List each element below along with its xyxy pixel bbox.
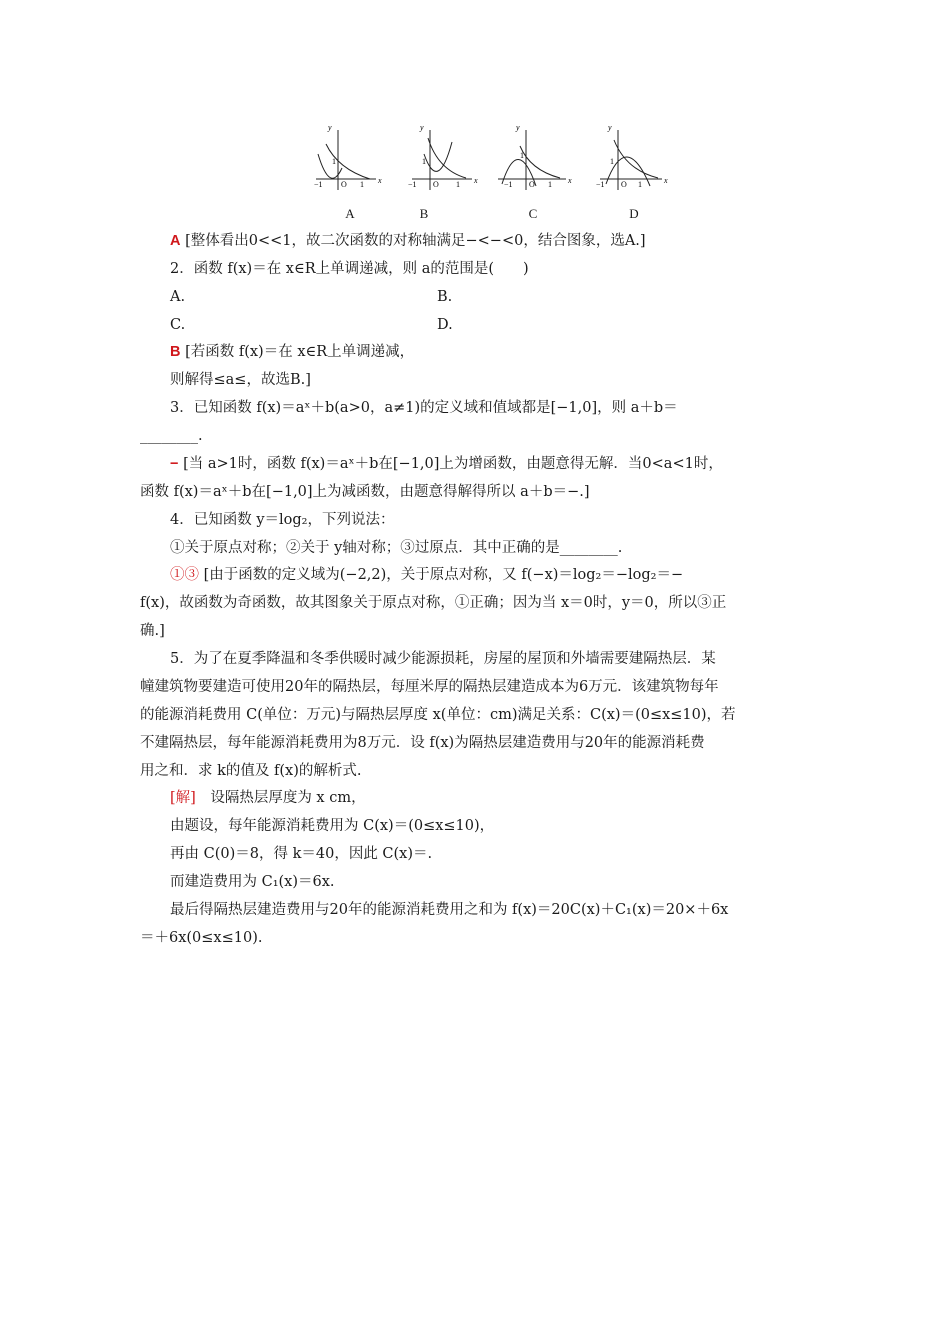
- option-b: B.: [437, 289, 453, 305]
- graph-a-label: A: [345, 206, 355, 221]
- y-label: y: [420, 124, 424, 132]
- solution-5-l2: 由题设，每年能源消耗费用为 C(x)＝(0≤x≤10)，: [170, 818, 495, 834]
- x-label: x: [568, 176, 572, 185]
- question-5-l2: 幢建筑物要建造可使用20年的隔热层，每厘米厚的隔热层建造成本为6万元．该建筑物每年: [140, 679, 719, 695]
- x-label: x: [378, 176, 382, 185]
- question-5-l5: 用之和．求 k的值及 f(x)的解析式.: [140, 763, 362, 779]
- answer-3-cont: 函数 f(x)＝aˣ＋b在[−1,0]上为减函数，由题意得解得所以 a＋b＝−.]: [140, 484, 590, 500]
- question-4: 4．已知函数 y＝log₂，下列说法：: [170, 512, 395, 528]
- solution-5-l4: 而建造费用为 C₁(x)＝6x.: [170, 874, 335, 890]
- solution-5-l6: ＝＋6x(0≤x≤10).: [140, 930, 263, 946]
- solution-text: 设隔热层厚度为 x cm，: [195, 790, 366, 806]
- tick-origin: O: [529, 180, 535, 189]
- tick-neg1: −1: [314, 180, 323, 189]
- graph-b-label: B: [419, 206, 429, 221]
- answer-4-cont: f(x)，故函数为奇函数，故其图象关于原点对称，①正确；因为当 x＝0时，y＝0，所以③正: [140, 595, 727, 611]
- solution-5-l3: 再由 C(0)＝8，得 k＝40，因此 C(x)＝.: [170, 846, 433, 862]
- tick-1: 1: [638, 180, 642, 189]
- y-label: y: [328, 124, 332, 132]
- question-5-l4: 不建隔热层，每年能源消耗费用为8万元．设 f(x)为隔热层建造费用与20年的能源消耗费: [140, 735, 705, 751]
- answer-mark: B: [170, 344, 181, 360]
- graph-a: [308, 124, 388, 194]
- option-d: D.: [437, 317, 453, 333]
- question-3-blank: ________.: [140, 428, 203, 444]
- answer-4-end: 确.]: [140, 623, 165, 639]
- option-a: A.: [170, 289, 186, 305]
- question-5-l3: 的能源消耗费用 C(单位：万元)与隔热层厚度 x(单位：cm)满足关系：C(x)＝(0≤x≤10)，若: [140, 707, 736, 723]
- tick-y1: 1: [422, 157, 426, 166]
- question-5: 5．为了在夏季降温和冬季供暖时减少能源损耗，房屋的屋顶和外墙需要建隔热层．某: [170, 651, 716, 667]
- answer-1: [170, 231, 646, 251]
- answer-text: [整体看出0<<1，故二次函数的对称轴满足−<−<0，结合图象，选A.]: [180, 233, 646, 249]
- option-graphs: [308, 124, 678, 224]
- graph-b-svg: [404, 124, 484, 194]
- tick-origin: O: [433, 180, 439, 189]
- answer-mark: −: [170, 456, 179, 472]
- answer-2-cont: 则解得≤a≤，故选B.]: [170, 372, 311, 388]
- question-3: 3．已知函数 f(x)＝aˣ＋b(a>0，a≠1)的定义域和值域都是[−1,0]，则 a＋b＝: [170, 400, 678, 416]
- tick-neg1: −1: [408, 180, 417, 189]
- answer-4: [170, 565, 683, 585]
- answer-3: [170, 454, 723, 474]
- solution-5: [170, 788, 366, 808]
- parabola-curve: [424, 142, 452, 171]
- tick-neg1: −1: [596, 180, 605, 189]
- y-label: y: [516, 124, 520, 132]
- tick-neg1: −1: [504, 180, 513, 189]
- x-label: x: [664, 176, 668, 185]
- tick-1: 1: [456, 180, 460, 189]
- x-label: x: [474, 176, 478, 185]
- y-label: y: [608, 124, 612, 132]
- tick-origin: O: [621, 180, 627, 189]
- tick-y1: 1: [610, 157, 614, 166]
- graph-c-label: C: [528, 206, 538, 221]
- answer-text: [若函数 f(x)＝在 x∈R上单调递减，: [180, 344, 415, 360]
- graph-d: [592, 124, 672, 194]
- graph-c: [496, 124, 576, 194]
- tick-origin: O: [341, 180, 347, 189]
- graph-d-svg: [592, 124, 672, 194]
- solution-mark: [解]: [170, 790, 196, 806]
- question-4-options: ①关于原点对称；②关于 y轴对称；③过原点．其中正确的是________.: [170, 540, 623, 556]
- option-c: C.: [170, 317, 186, 333]
- graph-a-svg: [308, 124, 388, 194]
- tick-y1: 1: [520, 151, 524, 160]
- tick-1: 1: [548, 180, 552, 189]
- solution-5-l5: 最后得隔热层建造费用与20年的能源消耗费用之和为 f(x)＝20C(x)＋C₁(x)＝20×＋6x: [170, 902, 729, 918]
- answer-text: [由于函数的定义域为(−2,2)，关于原点对称，又 f(−x)＝log₂＝−log₂＝−: [199, 567, 684, 583]
- tick-1: 1: [360, 180, 364, 189]
- graph-c-svg: [496, 124, 576, 194]
- question-2: 2．函数 f(x)＝在 x∈R上单调递减，则 a的范围是( ): [170, 261, 529, 277]
- answer-text: [当 a>1时，函数 f(x)＝aˣ＋b在[−1,0]上为增函数，由题意得无解．当0<a<1时，: [178, 456, 723, 472]
- answer-2: [170, 342, 414, 362]
- graph-d-label: D: [629, 206, 639, 221]
- tick-y1: 1: [332, 157, 336, 166]
- graph-b: [404, 124, 484, 194]
- answer-mark: ①③: [170, 567, 199, 583]
- answer-mark: A: [170, 233, 181, 249]
